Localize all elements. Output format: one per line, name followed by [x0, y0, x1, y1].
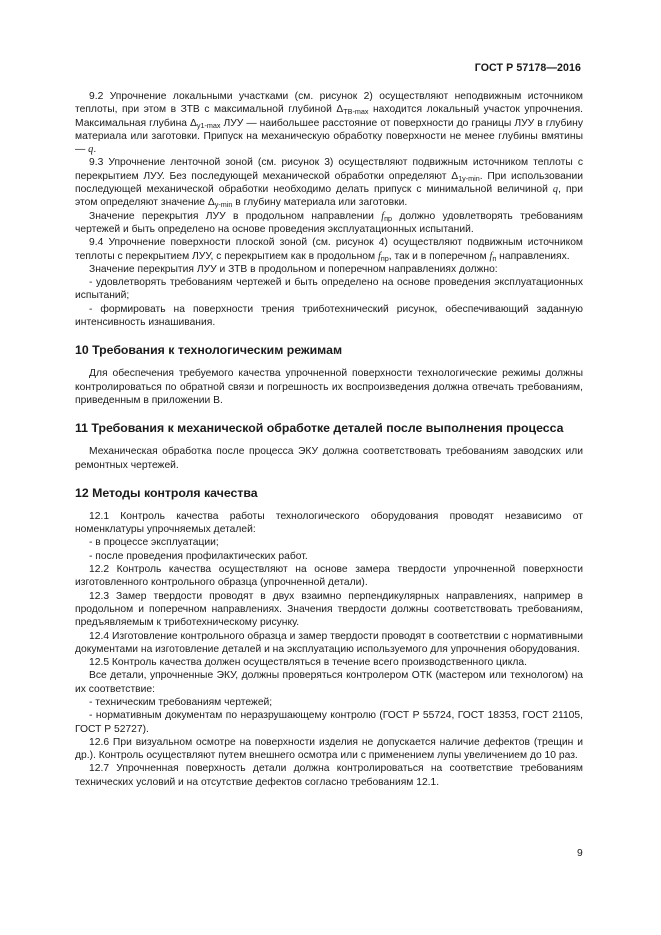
text-run: находится локальный участок упрочнения. Максимальная глубина: [75, 104, 584, 129]
page-number: 9: [577, 848, 583, 859]
list-item: - формировать на поверхности трения триботехнический рисунок, обеспечивающий заданную интенсивность изнашивания.: [75, 303, 583, 329]
section-12-heading: 12 Методы контроля качества: [75, 485, 258, 500]
paragraph-12-6: 12.6 При визуальном осмотре на поверхности изделия не допускается наличие дефектов (трещин и др.). Контроль осуществляют путем внешнего осмотра или с применением лупы увеличением до 10 раз.: [75, 736, 583, 762]
text-run: должно удовлетворять требованиям чертежей и быть определено на основе проведения эксплуатационных испытаний.: [75, 210, 583, 235]
paragraph-9-2: [75, 90, 583, 156]
paragraph-9-3-overlap: [75, 210, 583, 237]
paragraph-12-5: 12.5 Контроль качества должен осуществляться в течение всего производственного цикла.: [89, 657, 527, 669]
variable-q: q: [88, 144, 94, 156]
text-run: .: [93, 144, 97, 156]
standard-code: ГОСТ Р 57178—2016: [474, 62, 581, 74]
text-run: , при этом определяют значение: [75, 184, 583, 209]
list-item: - после проведения профилактических работ.: [89, 550, 308, 562]
list-item: - удовлетворять требованиям чертежей и быть определено на основе проведения эксплуатационных испытаний;: [75, 277, 583, 302]
list-item: - в процессе эксплуатации;: [89, 537, 219, 549]
subscript: у1-max: [196, 120, 221, 130]
paragraph-12-4: 12.4 Изготовление контрольного образца и замер твердости проводят в соответствии с нормативными документами на изготовление деталей и на эксплуатацию используемого для упрочнения оборудования.: [75, 630, 583, 655]
delta-symbol: Δ: [190, 117, 197, 129]
variable-q: q: [552, 184, 559, 196]
paragraph-12-7: 12.7 Упрочненная поверхность детали должна контролироваться на соответствие требованиям технических условий и на отсутствие дефектов согласно требованиям 12.1.: [75, 763, 583, 788]
subscript: 1у-min: [458, 173, 480, 183]
text-run: в глубину материала или заготовки.: [232, 197, 408, 209]
subscript: у-min: [214, 200, 233, 210]
text-run: Значение перекрытия ЛУУ в продольном направлении: [89, 210, 382, 222]
section-10-heading: 10 Требования к технологическим режимам: [75, 343, 343, 358]
text-run: 9.3 Упрочнение ленточной зоной (см. рисунок 3) осуществляют подвижным источником теплоты с перекрытием ЛУУ. Без последующей механической обработки определяют: [75, 157, 583, 182]
paragraph-9-3: [75, 156, 583, 209]
variable-f: f: [377, 250, 381, 262]
delta-symbol: Δ: [336, 104, 344, 116]
subscript: п: [492, 253, 497, 263]
text-run: 9.2 Упрочнение локальными участками (см. рисунок 2) осуществляют неподвижным источником теплоты, при этом в ЗТВ с максимальной глубиной: [75, 91, 583, 116]
section-11-heading: 11 Требования к механической обработке деталей после выполнения процесса: [75, 421, 564, 436]
list-item: - техническим требованиям чертежей;: [89, 696, 273, 708]
subscript: ТВ-max: [343, 107, 369, 117]
paragraph-12-1: 12.1 Контроль качества работы технологического оборудования проводят независимо от номенклатуры упрочняемых деталей:: [75, 510, 583, 536]
section-11-paragraph: Механическая обработка после процесса ЭКУ должна соответствовать требованиям заводских или ремонтных чертежей.: [75, 446, 583, 471]
list-item: - нормативным документам по неразрушающему контролю (ГОСТ Р 55724, ГОСТ 18353, ГОСТ 21105, ГОСТ Р 52727).: [75, 710, 583, 735]
variable-f: f: [381, 210, 385, 222]
variable-f: f: [489, 250, 493, 262]
paragraph-12-2: 12.2 Контроль качества осуществляют на основе замера твердости упрочненной поверхности изготовленного контрольного образца (упрочненной детали).: [75, 564, 583, 589]
paragraph-9-4-overlap: Значение перекрытия ЛУУ и ЗТВ в продольном и поперечном направлениях должно:: [89, 263, 498, 275]
text-run: , так и в поперечном: [388, 250, 490, 262]
text-run: . При использовании последующей механической обработки необходимо делать припуск с минимальной величиной: [75, 170, 583, 196]
text-run: 9.4 Упрочнение поверхности плоской зоной (см. рисунок 4) осуществляют подвижным источником теплоты с перекрытием ЛУУ, с перекрытием как в продольном: [75, 237, 583, 262]
subscript: пр: [380, 253, 389, 263]
paragraph-12-3: 12.3 Замер твердости проводят в двух взаимно перпендикулярных направлениях, например в продольном и поперечном направлениях. Значения твердости должны соответствовать требованиям, предъявляемым к триботехническому рисунку.: [75, 590, 583, 629]
page-content: [75, 90, 583, 789]
delta-symbol: Δ: [451, 170, 459, 182]
section-10-paragraph: Для обеспечения требуемого качества упрочненной поверхности технологические режимы должны контролироваться по обратной связи и погрешность их воспроизведения должна отвечать требованиям, приведенным в приложении В.: [75, 368, 583, 406]
paragraph-9-4: [75, 236, 583, 263]
delta-symbol: Δ: [207, 197, 215, 209]
text-run: ЛУУ — наибольшее расстояние от поверхности до границы ЛУУ в глубину материала или заготовки. Припуск на механическую обработку поверхности не менее глубины вмятины —: [75, 117, 583, 156]
paragraph-12-5-details: Все детали, упрочненные ЭКУ, должны проверяться контролером ОТК (мастером или технологом) на их соответствие:: [75, 670, 583, 695]
text-run: направлениях.: [496, 250, 570, 262]
subscript: пр: [384, 213, 393, 223]
